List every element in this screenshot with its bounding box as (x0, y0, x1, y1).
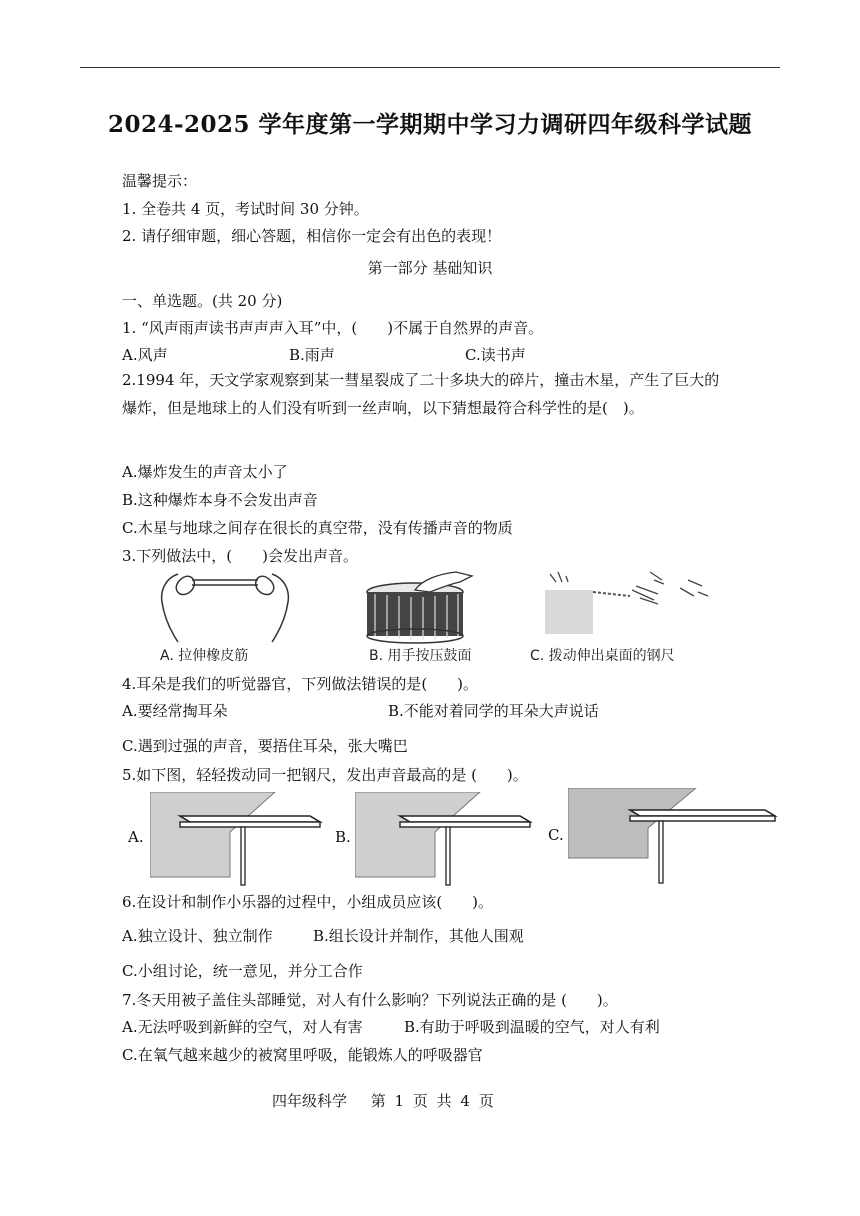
q5-stem: 5.如下图，轻轻拨动同一把钢尺，发出声音最高的是 ( )。 (122, 766, 528, 784)
q3-stem: 3.下列做法中，( )会发出声音。 (122, 547, 359, 565)
q5-label-c: C. (548, 826, 564, 844)
q5-ruler-figure-b (355, 792, 535, 892)
q4-option-b: B.不能对着同学的耳朵大声说话 (388, 702, 599, 720)
part-title: 第一部分 基础知识 (367, 259, 493, 277)
q1-option-c: C.读书声 (465, 346, 526, 364)
page-footer: 四年级科学 第 1 页 共 4 页 (272, 1092, 494, 1110)
q4-stem: 4.耳朵是我们的听觉器官，下列做法错误的是( )。 (122, 675, 479, 693)
drum-illustration (360, 570, 480, 645)
q2-option-c: C.木星与地球之间存在很长的真空带，没有传播声音的物质 (122, 519, 513, 537)
q4-option-c: C.遇到过强的声音，要捂住耳朵，张大嘴巴 (122, 737, 408, 755)
q3-caption-a: A. 拉伸橡皮筋 (160, 648, 249, 664)
q1-option-b: B.雨声 (289, 346, 335, 364)
q1-option-a: A.风声 (122, 346, 168, 364)
q6-option-a: A.独立设计、独立制作 (122, 927, 273, 945)
tip-item-1: 1. 全卷共 4 页，考试时间 30 分钟。 (122, 200, 369, 218)
q5-ruler-figure-c (568, 788, 778, 888)
q7-option-a: A.无法呼吸到新鲜的空气，对人有害 (122, 1018, 363, 1036)
tips-heading: 温馨提示： (122, 172, 198, 190)
q2-option-b: B.这种爆炸本身不会发出声音 (122, 491, 318, 509)
q5-label-a: A. (128, 828, 144, 846)
rubber-band-illustration (150, 568, 300, 648)
tip-item-2: 2. 请仔细审题，细心答题，相信你一定会有出色的表现！ (122, 227, 502, 245)
q2-option-a: A.爆炸发生的声音太小了 (122, 463, 288, 481)
q3-caption-c: C. 拨动伸出桌面的钢尺 (530, 648, 675, 664)
header-rule (80, 67, 780, 68)
q3-caption-b: B. 用手按压鼓面 (369, 648, 472, 664)
q5-label-b: B. (335, 828, 351, 846)
q7-option-c: C.在氧气越来越少的被窝里呼吸，能锻炼人的呼吸器官 (122, 1046, 483, 1064)
section-title: 一、单选题。(共 20 分) (122, 292, 283, 310)
q6-option-b: B.组长设计并制作，其他人围观 (313, 927, 524, 945)
q7-option-b: B.有助于呼吸到温暖的空气，对人有利 (404, 1018, 660, 1036)
q2-stem: 2.1994 年，天文学家观察到某一彗星裂成了二十多块大的碎片，撞击木星，产生了巨大的爆炸，但是地球上的人们没有听到一丝声响，以下猜想最符合科学性的是( )。 (122, 371, 720, 417)
q7-stem: 7.冬天用被子盖住头部睡觉，对人有什么影响？下列说法正确的是 ( )。 (122, 991, 618, 1009)
ruler-on-desk-illustration (540, 570, 715, 640)
exam-title: 2024-2025 学年度第一学期期中学习力调研四年级科学试题 (107, 111, 753, 138)
q4-option-a: A.要经常掏耳朵 (122, 702, 228, 720)
q5-ruler-figure-a (150, 792, 330, 892)
q6-stem: 6.在设计和制作小乐器的过程中，小组成员应该( )。 (122, 893, 494, 911)
q6-option-c: C.小组讨论，统一意见，并分工合作 (122, 962, 363, 980)
q1-stem: 1. “风声雨声读书声声声入耳”中，( )不属于自然界的声音。 (122, 319, 544, 337)
